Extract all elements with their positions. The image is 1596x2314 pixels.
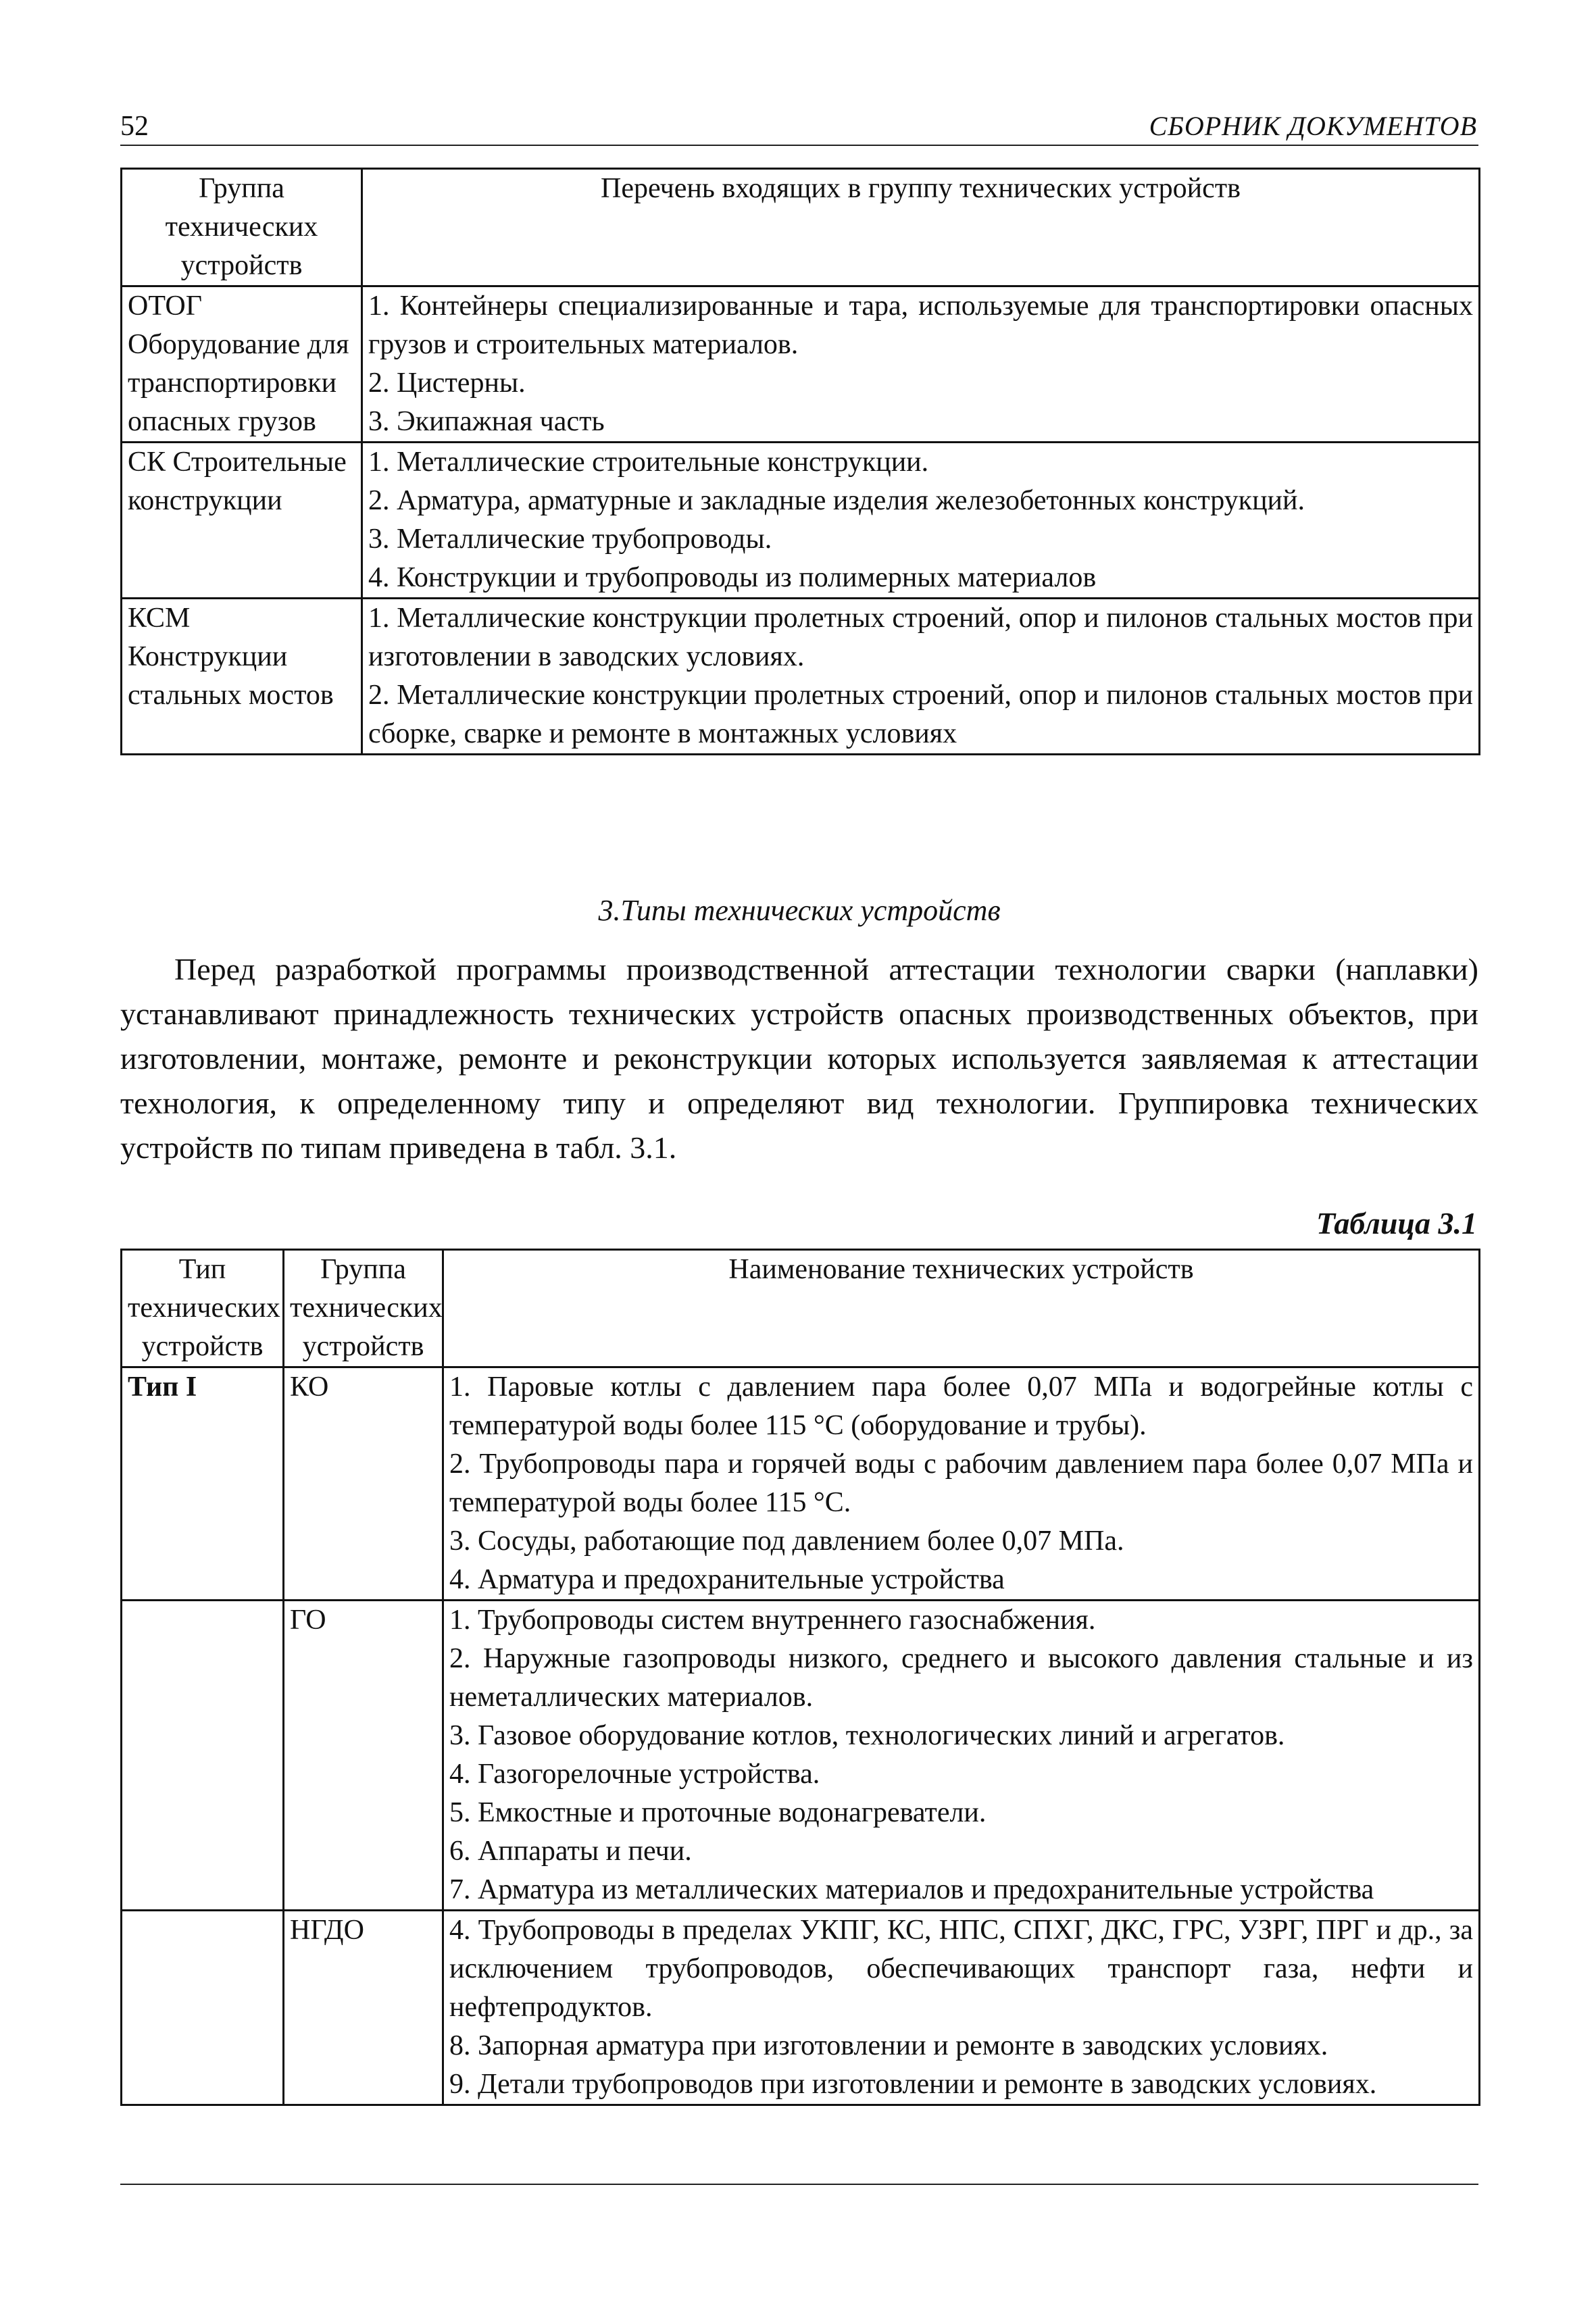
type-cell: Тип I xyxy=(122,1367,284,1601)
list-item: 2. Наружные газопроводы низкого, среднего и высокого давления стальные и из неметаллических материалов. xyxy=(449,1643,1473,1713)
table-row xyxy=(122,1911,1480,2105)
list-item: 5. Емкостные и проточные водонагреватели. xyxy=(449,1797,987,1828)
list-item: 8. Запорная арматура при изготовлении и ремонте в заводских условиях. xyxy=(449,2030,1328,2061)
table-caption: Таблица 3.1 xyxy=(1316,1206,1477,1240)
list-item: 4. Арматура и предохранительные устройства xyxy=(449,1564,1005,1595)
items-cell xyxy=(443,1911,1480,2105)
list-item: 1. Металлические строительные конструкции. xyxy=(368,447,929,478)
header-cell-name: Наименование технических устройств xyxy=(443,1250,1480,1367)
list-item: 1. Трубопроводы систем внутреннего газоснабжения. xyxy=(449,1605,1096,1636)
list-item: 2. Арматура, арматурные и закладные изделия железобетонных конструкций. xyxy=(368,485,1305,516)
group-cell: ОТОГ Оборудование для транспортировки опасных грузов xyxy=(122,286,362,443)
list-item: 7. Арматура из металлических материалов и предохранительные устройства xyxy=(449,1874,1374,1905)
list-item: 1. Паровые котлы с давлением пара более 0,07 МПа и водогрейные котлы с температурой воды более 115 °С (оборудование и трубы). xyxy=(449,1372,1473,1441)
group-cell: СК Строительные конструкции xyxy=(122,443,362,599)
device-types-table xyxy=(120,1249,1480,2106)
table-row xyxy=(122,443,1480,599)
list-item: 2. Трубопроводы пара и горячей воды с рабочим давлением пара более 0,07 МПа и температурой воды более 115 °С. xyxy=(449,1449,1473,1518)
running-title: СБОРНИК ДОКУМЕНТОВ xyxy=(1149,111,1477,141)
header-cell-group: Группа технических устройств xyxy=(284,1250,443,1367)
table-row xyxy=(122,599,1480,755)
list-item: 2. Цистерны. xyxy=(368,368,526,399)
type-cell xyxy=(122,1601,284,1911)
header-cell-type: Тип технических устройств xyxy=(122,1250,284,1367)
table-row xyxy=(122,1601,1480,1911)
list-item: 3. Металлические трубопроводы. xyxy=(368,524,772,555)
table-header-row xyxy=(122,1250,1480,1367)
list-item: 4. Конструкции и трубопроводы из полимерных материалов xyxy=(368,562,1097,593)
items-cell xyxy=(443,1601,1480,1911)
header-cell-group: Группа технических устройств xyxy=(122,169,362,286)
list-item: 3. Экипажная часть xyxy=(368,406,605,437)
items-cell xyxy=(362,443,1480,599)
device-groups-table xyxy=(120,168,1480,755)
group-cell: КСМ Конструкции стальных мостов xyxy=(122,599,362,755)
list-item: 4. Газогорелочные устройства. xyxy=(449,1759,820,1790)
list-item: 4. Трубопроводы в пределах УКПГ, КС, НПС, СПХГ, ДКС, ГРС, УЗРГ, ПРГ и др., за исключением трубопроводов, обеспечивающих транспорт газа, нефти и нефтепродуктов. xyxy=(449,1915,1473,2023)
list-item: 1. Контейнеры специализированные и тара, используемые для транспортировки опасных грузов и строительных материалов. xyxy=(368,291,1473,360)
page-number: 52 xyxy=(120,111,149,142)
items-cell xyxy=(443,1367,1480,1601)
list-item: 3. Газовое оборудование котлов, технологических линий и агрегатов. xyxy=(449,1720,1285,1751)
list-item: 1. Металлические конструкции пролетных строений, опор и пилонов стальных мостов при изготовлении в заводских условиях. xyxy=(368,603,1473,672)
group-cell: ГО xyxy=(284,1601,443,1911)
table-row xyxy=(122,286,1480,443)
body-paragraph: Перед разработкой программы производственной аттестации технологии сварки (наплавки) устанавливают принадлежность технических устройств опасных производственных объектов, при изготовлении, монтаже, ремонте и реконструкции которых используется заявляемая к аттестации технология, к определенному типу и определяют вид технологии. Группировка технических устройств по типам приведена в табл. 3.1. xyxy=(120,952,1478,1165)
list-item: 3. Сосуды, работающие под давлением более 0,07 МПа. xyxy=(449,1526,1124,1557)
list-item: 6. Аппараты и печи. xyxy=(449,1836,692,1867)
group-cell: КО xyxy=(284,1367,443,1601)
type-cell xyxy=(122,1911,284,2105)
list-item: 2. Металлические конструкции пролетных строений, опор и пилонов стальных мостов при сборке, сварке и ремонте в монтажных условиях xyxy=(368,680,1473,749)
group-cell: НГДО xyxy=(284,1911,443,2105)
table-header-row xyxy=(122,169,1480,286)
items-cell xyxy=(362,599,1480,755)
header-cell-list: Перечень входящих в группу технических устройств xyxy=(362,169,1480,286)
list-item: 9. Детали трубопроводов при изготовлении и ремонте в заводских условиях. xyxy=(449,2069,1377,2100)
header-rule xyxy=(120,145,1478,146)
items-cell xyxy=(362,286,1480,443)
section-title: 3.Типы технических устройств xyxy=(598,894,1001,927)
table-row xyxy=(122,1367,1480,1601)
footer-rule xyxy=(120,2184,1478,2185)
